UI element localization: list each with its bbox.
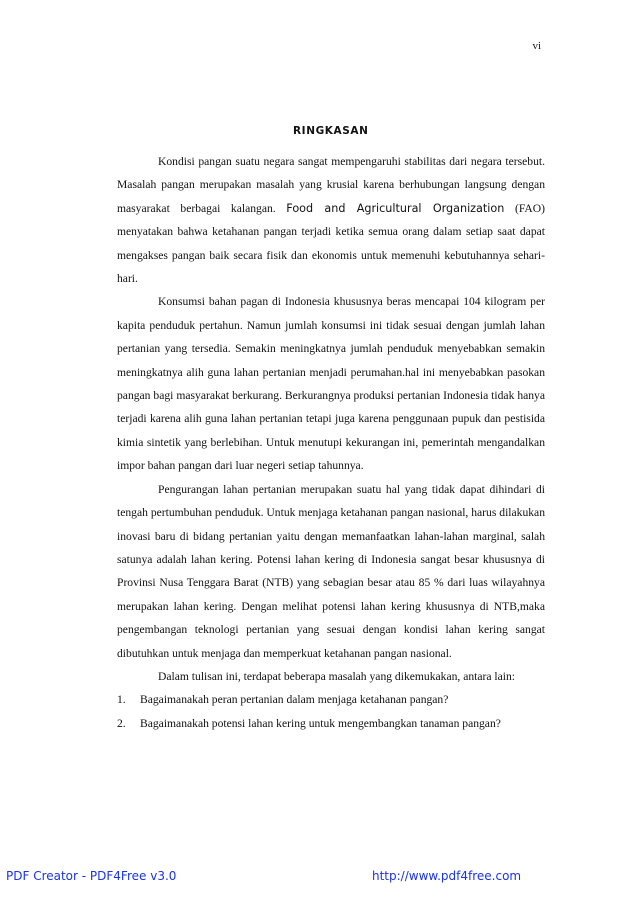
paragraph-1-text-b: (FAO) menyatakan bahwa ketahanan pangan terjadi ketika semua orang dalam setiap saat dapat mengakses pangan baik secara fisik dan ekonomis untuk memenuhi kebutuhannya sehari-hari. — [117, 201, 546, 286]
document-body — [117, 150, 545, 735]
list-item — [117, 688, 545, 711]
footer-creator: PDF Creator - PDF4Free v3.0 — [6, 869, 177, 883]
paragraph-1-text-a: Kondisi pangan suatu negara sangat mempengaruhi stabilitas dari negara tersebut. Masalah pangan merupakan masalah yang krusial karena berhubungan langsung dengan masyarakat berbagai kalangan. — [117, 155, 545, 215]
question-list — [117, 688, 545, 735]
footer-link[interactable]: http://www.pdf4free.com — [372, 869, 522, 883]
page-number: vi — [532, 40, 541, 52]
paragraph-1 — [117, 150, 545, 290]
list-text: Bagaimanakah peran pertanian dalam menjaga ketahanan pangan? — [140, 693, 449, 707]
page-title: RINGKASAN — [293, 125, 369, 137]
paragraph-4: Dalam tulisan ini, terdapat beberapa masalah yang dikemukakan, antara lain: — [158, 669, 516, 683]
paragraph-3: Pengurangan lahan pertanian merupakan suatu hal yang tidak dapat dihindari di tengah pertumbuhan penduduk. Untuk menjaga ketahanan pangan nasional, harus dilakukan inovasi baru di bidang pertanian yaitu dengan memanfaatkan lahan-lahan marginal, salah satunya adalah lahan kering. Potensi lahan kering di Indonesia sangat besar khususnya di Provinsi Nusa Tenggara Barat (NTB) yang sebagian besar atau 85 % dari luas wilayahnya merupakan lahan kering. Dengan melihat potensi lahan kering khususnya di NTB,maka pengembangan teknologi pertanian yang sesuai dengan kondisi lahan kering sangat dibutuhkan untuk menjaga dan memperkuat ketahanan pangan nasional. — [117, 482, 545, 660]
list-number: 1. — [117, 693, 126, 707]
paragraph-2: Konsumsi bahan pagan di Indonesia khususnya beras mencapai 104 kilogram per kapita penduduk pertahun. Namun jumlah konsumsi ini tidak sesuai dengan jumlah lahan pertanian yang tersedia. Semakin meningkatnya jumlah penduduk menyebabkan semakin meningkatnya alih guna lahan pertanian menjadi perumahan.hal ini menyebabkan pasokan pangan bagi masyarakat berkurang. Berkurangnya produksi pertanian Indonesia tidak hanya terjadi karena alih guna lahan pertanian tetapi juga karena penggunaan pupuk dan pestisida kimia sintetik yang berlebihan. Untuk menutupi kekurangan ini, pemerintah mengandalkan impor bahan pangan dari luar negeri setiap tahunnya. — [117, 295, 545, 473]
list-number: 2. — [117, 716, 126, 730]
list-item — [117, 712, 545, 735]
list-text: Bagaimanakah potensi lahan kering untuk mengembangkan tanaman pangan? — [140, 716, 501, 730]
fao-name: Food and Agricultural Organization — [286, 201, 505, 215]
